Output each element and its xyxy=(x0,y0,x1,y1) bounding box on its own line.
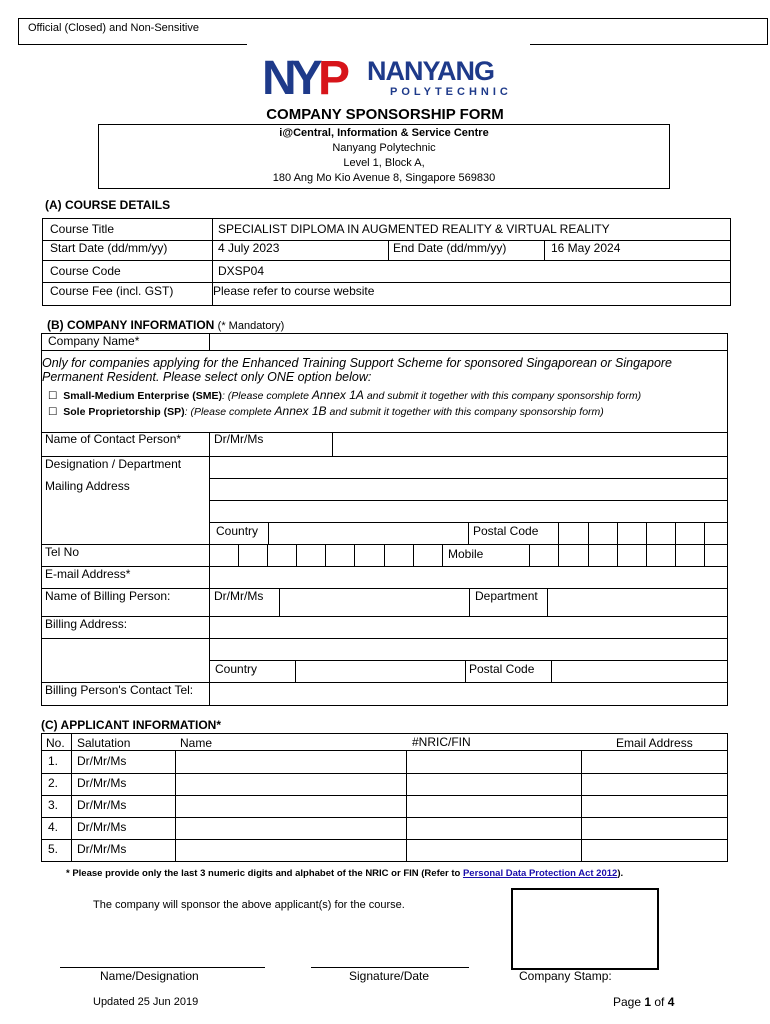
address-line4: 180 Ang Mo Kio Avenue 8, Singapore 569830 xyxy=(272,172,496,184)
signature-date-label: Signature/Date xyxy=(349,969,430,983)
table-rule xyxy=(41,861,728,862)
row-salutation[interactable]: Dr/Mr/Ms xyxy=(77,776,127,790)
country-field[interactable] xyxy=(269,523,467,543)
table-rule xyxy=(730,218,731,306)
table-rule xyxy=(384,544,385,567)
form-title: COMPANY SPONSORSHIP FORM xyxy=(266,106,504,123)
table-rule xyxy=(42,260,731,261)
table-rule xyxy=(646,522,647,567)
country-label: Country xyxy=(216,524,259,538)
designation-label: Designation / Department xyxy=(45,457,182,471)
nric-footnote-text: * Please provide only the last 3 numeric digits and alphabet of the NRIC or FIN (Refer to xyxy=(66,868,463,879)
mailing-address-field[interactable] xyxy=(210,479,727,521)
page-total: 4 xyxy=(667,995,675,1009)
table-rule xyxy=(175,750,176,862)
end-date-label: End Date (dd/mm/yy) xyxy=(393,241,507,255)
start-date-value: 4 July 2023 xyxy=(218,241,280,255)
start-date-label: Start Date (dd/mm/yy) xyxy=(50,241,168,255)
table-rule xyxy=(279,588,280,617)
table-rule xyxy=(465,660,466,683)
svg-text:POLYTECHNIC: POLYTECHNIC xyxy=(390,86,512,98)
table-rule xyxy=(238,544,239,567)
mailing-address-label: Mailing Address xyxy=(45,479,130,493)
row-no: 4. xyxy=(48,820,59,834)
course-title-label: Course Title xyxy=(50,222,115,236)
sp-option[interactable] xyxy=(48,404,604,418)
table-rule xyxy=(295,660,296,683)
company-stamp-label: Company Stamp: xyxy=(519,969,612,983)
sme-text-1: : (Please complete xyxy=(221,390,312,402)
table-rule xyxy=(41,333,728,334)
nyp-logo-mark xyxy=(262,50,522,100)
billing-address-field[interactable] xyxy=(210,639,727,659)
etss-note-line1: Only for companies applying for the Enhanced Training Support Scheme for sponsored Singaporean or Singapore xyxy=(42,356,673,370)
table-rule xyxy=(468,522,469,545)
mobile-label: Mobile xyxy=(448,547,484,561)
billing-address-label: Billing Address: xyxy=(45,617,128,631)
section-c-heading: (C) APPLICANT INFORMATION* xyxy=(41,718,221,732)
table-rule xyxy=(267,544,268,567)
table-rule xyxy=(41,750,728,751)
updated-date: Updated 25 Jun 2019 xyxy=(93,996,199,1008)
contact-salutation[interactable]: Dr/Mr/Ms xyxy=(214,432,264,446)
table-rule xyxy=(42,218,43,306)
billing-country-label: Country xyxy=(215,662,258,676)
table-rule xyxy=(41,773,728,774)
table-rule xyxy=(588,522,589,567)
contact-person-label: Name of Contact Person* xyxy=(45,432,182,446)
email-field[interactable] xyxy=(210,567,727,587)
col-email: Email Address xyxy=(616,736,693,750)
col-name: Name xyxy=(180,736,213,750)
email-label: E-mail Address* xyxy=(45,567,131,581)
page-prefix: Page xyxy=(613,995,645,1009)
row-no: 3. xyxy=(48,798,59,812)
table-rule xyxy=(558,522,559,567)
table-rule xyxy=(388,240,389,261)
table-rule xyxy=(406,750,407,862)
table-rule xyxy=(42,218,731,219)
name-designation-label: Name/Designation xyxy=(100,969,199,983)
nric-footnote-end: ). xyxy=(617,868,624,879)
classification-label xyxy=(18,18,768,45)
address-line2: Nanyang Polytechnic xyxy=(332,142,436,154)
page-of: of xyxy=(651,995,668,1009)
sp-label: Sole Proprietorship (SP) xyxy=(63,406,185,418)
page-number xyxy=(613,995,674,1009)
sp-text-2: and submit it together with this company sponsorship form) xyxy=(326,406,604,418)
row-salutation[interactable]: Dr/Mr/Ms xyxy=(77,820,127,834)
table-rule xyxy=(296,544,297,567)
table-rule xyxy=(41,733,42,862)
billing-person-label: Name of Billing Person: xyxy=(45,589,171,603)
section-a-heading: (A) COURSE DETAILS xyxy=(45,198,171,212)
nric-footnote xyxy=(66,868,623,879)
table-rule xyxy=(41,839,728,840)
table-rule xyxy=(42,282,731,283)
table-rule xyxy=(41,817,728,818)
table-rule xyxy=(727,333,728,706)
row-salutation[interactable]: Dr/Mr/Ms xyxy=(77,798,127,812)
course-fee-value: Please refer to course website xyxy=(213,284,375,298)
table-rule xyxy=(727,733,728,862)
course-code-label: Course Code xyxy=(50,264,121,278)
table-rule xyxy=(675,522,676,567)
sp-checkbox[interactable]: ☐ xyxy=(48,406,58,418)
section-b-title: (B) COMPANY INFORMATION xyxy=(47,318,215,332)
page-current: 1 xyxy=(644,995,652,1009)
table-rule xyxy=(209,660,728,661)
table-rule xyxy=(42,305,731,306)
table-rule xyxy=(469,588,470,617)
course-title-value: SPECIALIST DIPLOMA IN AUGMENTED REALITY & VIRTUAL REALITY xyxy=(218,222,610,236)
company-name-field[interactable] xyxy=(211,335,726,349)
sp-text-1: : (Please complete xyxy=(184,406,275,418)
table-rule xyxy=(704,522,705,567)
col-nric: #NRIC/FIN xyxy=(412,735,471,749)
table-rule xyxy=(41,795,728,796)
svg-text:P: P xyxy=(318,52,351,100)
row-no: 2. xyxy=(48,776,59,790)
address-line3: Level 1, Block A, xyxy=(343,157,425,169)
postal-code-label: Postal Code xyxy=(473,524,539,538)
row-salutation[interactable]: Dr/Mr/Ms xyxy=(77,754,127,768)
table-rule xyxy=(71,733,72,862)
logo-gap xyxy=(247,42,530,48)
table-rule xyxy=(547,588,548,617)
table-rule xyxy=(551,660,552,683)
table-rule xyxy=(41,733,728,734)
table-rule xyxy=(581,750,582,862)
table-rule xyxy=(41,333,42,706)
row-no: 5. xyxy=(48,842,59,856)
sme-text-2: and submit it together with this company sponsorship form) xyxy=(363,390,642,402)
table-rule xyxy=(41,705,728,706)
sme-option[interactable] xyxy=(48,388,641,402)
sme-checkbox[interactable]: ☐ xyxy=(48,390,58,402)
tel-label: Tel No xyxy=(45,545,80,559)
billing-tel-field[interactable] xyxy=(210,683,727,704)
table-rule xyxy=(325,544,326,567)
signature-line xyxy=(311,967,469,968)
section-b-heading xyxy=(47,318,284,332)
col-no: No. xyxy=(46,736,65,750)
department-label: Department xyxy=(475,589,538,603)
signature-line xyxy=(60,967,265,968)
address-box xyxy=(98,124,670,189)
table-rule xyxy=(209,333,210,351)
etss-note-line2: Permanent Resident. Please select only ONE option below: xyxy=(42,370,372,384)
table-rule xyxy=(354,544,355,567)
table-rule xyxy=(413,544,414,567)
course-code-value: DXSP04 xyxy=(218,264,265,278)
billing-salutation[interactable]: Dr/Mr/Ms xyxy=(214,589,264,603)
pdpa-link[interactable]: Personal Data Protection Act 2012 xyxy=(462,868,618,879)
course-fee-label: Course Fee (incl. GST) xyxy=(50,284,174,298)
mandatory-note: (* Mandatory) xyxy=(217,320,285,332)
table-rule xyxy=(41,616,728,617)
table-rule xyxy=(442,544,443,567)
company-stamp-box[interactable] xyxy=(511,888,659,970)
row-no: 1. xyxy=(48,754,59,768)
svg-text:NY: NY xyxy=(262,52,317,100)
table-rule xyxy=(544,240,545,261)
table-rule xyxy=(617,522,618,567)
sponsor-statement: The company will sponsor the above applicant(s) for the course. xyxy=(93,899,405,911)
company-name-label: Company Name* xyxy=(48,334,140,348)
classification-text: Official (Closed) and Non-Sensitive xyxy=(28,22,199,34)
sp-annex: Annex 1B xyxy=(274,404,327,418)
end-date-value: 16 May 2024 xyxy=(551,241,621,255)
table-rule xyxy=(529,544,530,567)
billing-tel-label: Billing Person's Contact Tel: xyxy=(45,683,194,697)
col-salutation: Salutation xyxy=(77,736,131,750)
row-salutation[interactable]: Dr/Mr/Ms xyxy=(77,842,127,856)
billing-postal-label: Postal Code xyxy=(469,662,535,676)
svg-text:NANYANG: NANYANG xyxy=(367,56,495,86)
address-line1: i@Central, Information & Service Centre xyxy=(279,127,489,139)
nyp-logo xyxy=(262,50,522,100)
sme-label: Small-Medium Enterprise (SME) xyxy=(63,390,222,402)
designation-field[interactable] xyxy=(210,457,727,477)
contact-name-field[interactable] xyxy=(333,433,727,455)
sme-annex: Annex 1A xyxy=(311,388,364,402)
table-rule xyxy=(41,350,728,351)
